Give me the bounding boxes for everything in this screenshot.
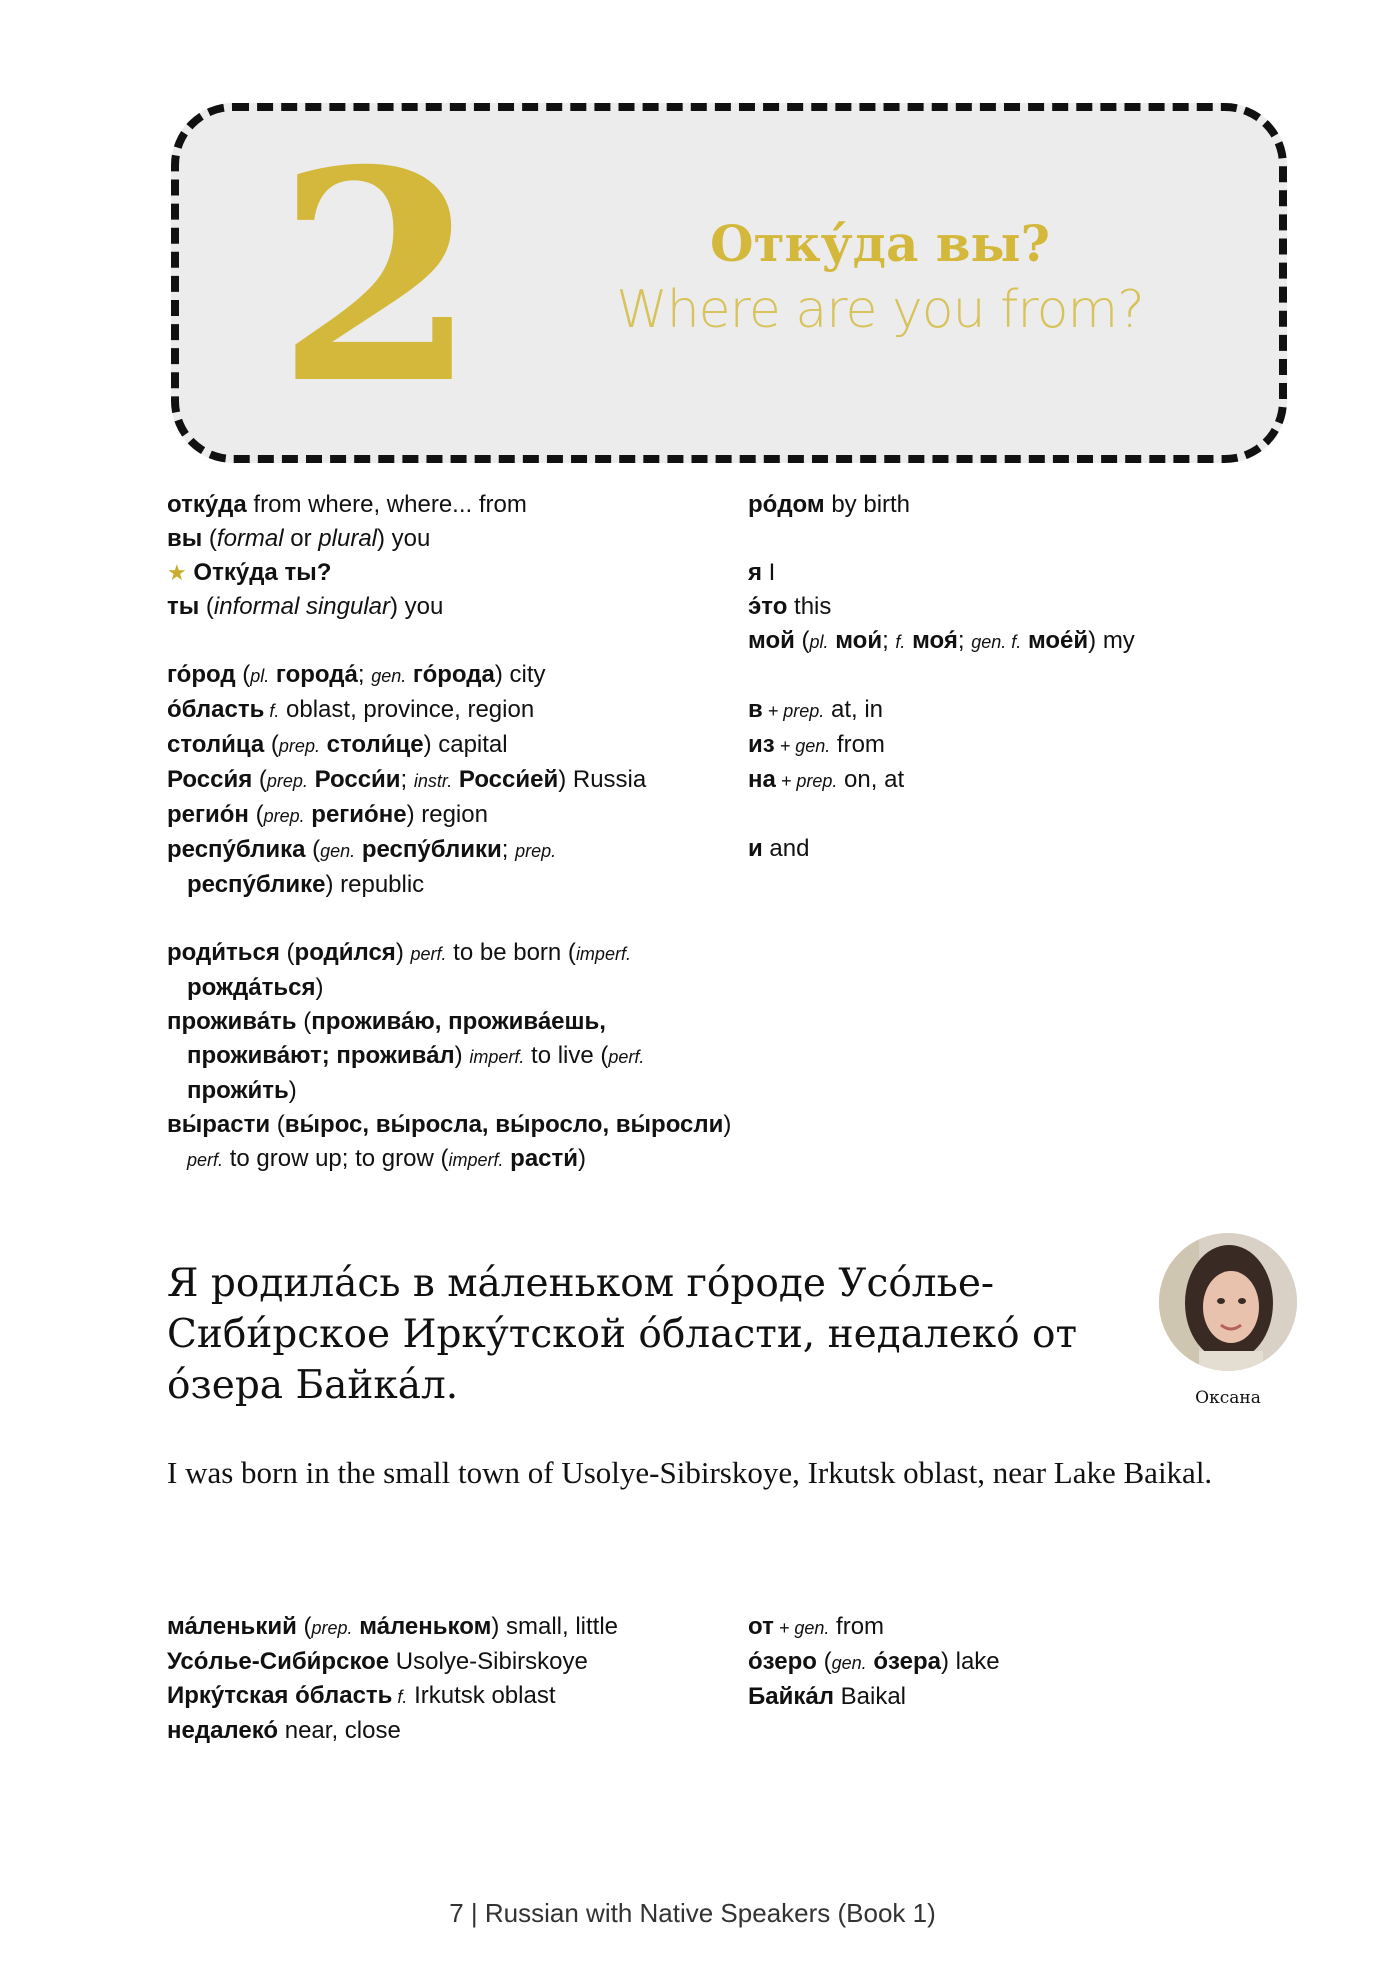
vocab-entry: Росси́я (prep. Росси́и; instr. Росси́ей) Russia bbox=[167, 766, 647, 793]
vocab-entry: прожива́ть (прожива́ю, прожива́ешь, bbox=[167, 1008, 606, 1035]
vocab-entry: о́бласть f. oblast, province, region bbox=[167, 696, 535, 723]
vocab-entry: ты (informal singular) you bbox=[167, 593, 444, 620]
vocab-entry-continuation: прожи́ть) bbox=[187, 1077, 297, 1104]
vocab-entry: столи́ца (prep. столи́це) capital bbox=[167, 731, 508, 758]
vocab-entry: и and bbox=[748, 835, 810, 862]
vocab-entry: регио́н (prep. регио́не) region bbox=[167, 801, 488, 828]
chapter-title-en: Where are you from? bbox=[616, 280, 1144, 340]
vocab-entry: го́род (pl. города́; gen. го́рода) city bbox=[167, 661, 546, 688]
vocab-entry: Усо́лье-Сиби́рское Usolye-Sibirskoye bbox=[167, 1648, 588, 1675]
vocab-entry: роди́ться (роди́лся) perf. to be born (imperf. bbox=[167, 939, 631, 966]
vocab-entry: я I bbox=[748, 559, 776, 586]
vocab-entry: мой (pl. мои́; f. моя́; gen. f. мое́й) my bbox=[748, 627, 1135, 654]
page-footer: 7 | Russian with Native Speakers (Book 1) bbox=[449, 1898, 936, 1928]
vocab-entry: в + prep. at, in bbox=[748, 696, 884, 723]
story-text-en: I was born in the small town of Usolye-Sibirskoye, Irkutsk oblast, near Lake Baikal. bbox=[167, 1455, 1213, 1490]
vocab-entry: вы́расти (вы́рос, вы́росла, вы́росло, вы́росли) bbox=[167, 1111, 732, 1138]
vocab-entry: о́зеро (gen. о́зера) lake bbox=[748, 1648, 1000, 1675]
vocab-entry: на + prep. on, at bbox=[748, 766, 905, 793]
vocab-list-1-right bbox=[748, 488, 1308, 866]
chapter-title-ru: Отку́да вы? bbox=[710, 214, 1050, 273]
speaker-name: Оксана bbox=[1195, 1388, 1261, 1408]
vocab-entry: Байка́л Baikal bbox=[748, 1683, 907, 1710]
chapter-number: 2 bbox=[276, 108, 478, 448]
vocab-entry-continuation: рожда́ться) bbox=[187, 974, 324, 1001]
vocab-entry: ро́дом by birth bbox=[748, 491, 911, 518]
vocab-entry-continuation: perf. to grow up; to grow (imperf. расти́) bbox=[187, 1145, 587, 1172]
vocab-entry: вы (formal or plural) you bbox=[167, 525, 431, 552]
vocab-entry: Ирку́тская о́бласть f. Irkutsk oblast bbox=[167, 1682, 556, 1709]
vocab-list-2-right bbox=[748, 1610, 1308, 1714]
vocab-list-1-left bbox=[167, 488, 747, 1177]
vocab-entry: э́то this bbox=[748, 593, 832, 620]
vocab-entry: недалеко́ near, close bbox=[167, 1717, 401, 1744]
speaker-avatar bbox=[1159, 1233, 1297, 1371]
vocab-entry-continuation: прожива́ют; прожива́л) imperf. to live (perf. bbox=[187, 1042, 645, 1069]
story-text-ru: Я родила́сь в ма́леньком го́роде Усо́лье-Сиби́рское Ирку́тской о́бласти, недалеко́ от о́зера Байка́л. bbox=[167, 1261, 1078, 1408]
vocab-entry: из + gen. from bbox=[748, 731, 885, 758]
vocab-list-2-left bbox=[167, 1610, 747, 1748]
vocab-entry: от + gen. from bbox=[748, 1613, 885, 1640]
star-icon: ★ bbox=[167, 560, 187, 585]
vocab-entry-phrase: ★ Отку́да ты? bbox=[167, 559, 332, 586]
vocab-entry: ма́ленький (prep. ма́леньком) small, little bbox=[167, 1613, 619, 1640]
vocab-entry-continuation: респу́блике) republic bbox=[187, 871, 425, 898]
vocab-entry: отку́да from where, where... from bbox=[167, 491, 527, 518]
speaker-photo bbox=[1159, 1233, 1297, 1371]
vocab-entry: респу́блика (gen. респу́блики; prep. bbox=[167, 836, 557, 863]
